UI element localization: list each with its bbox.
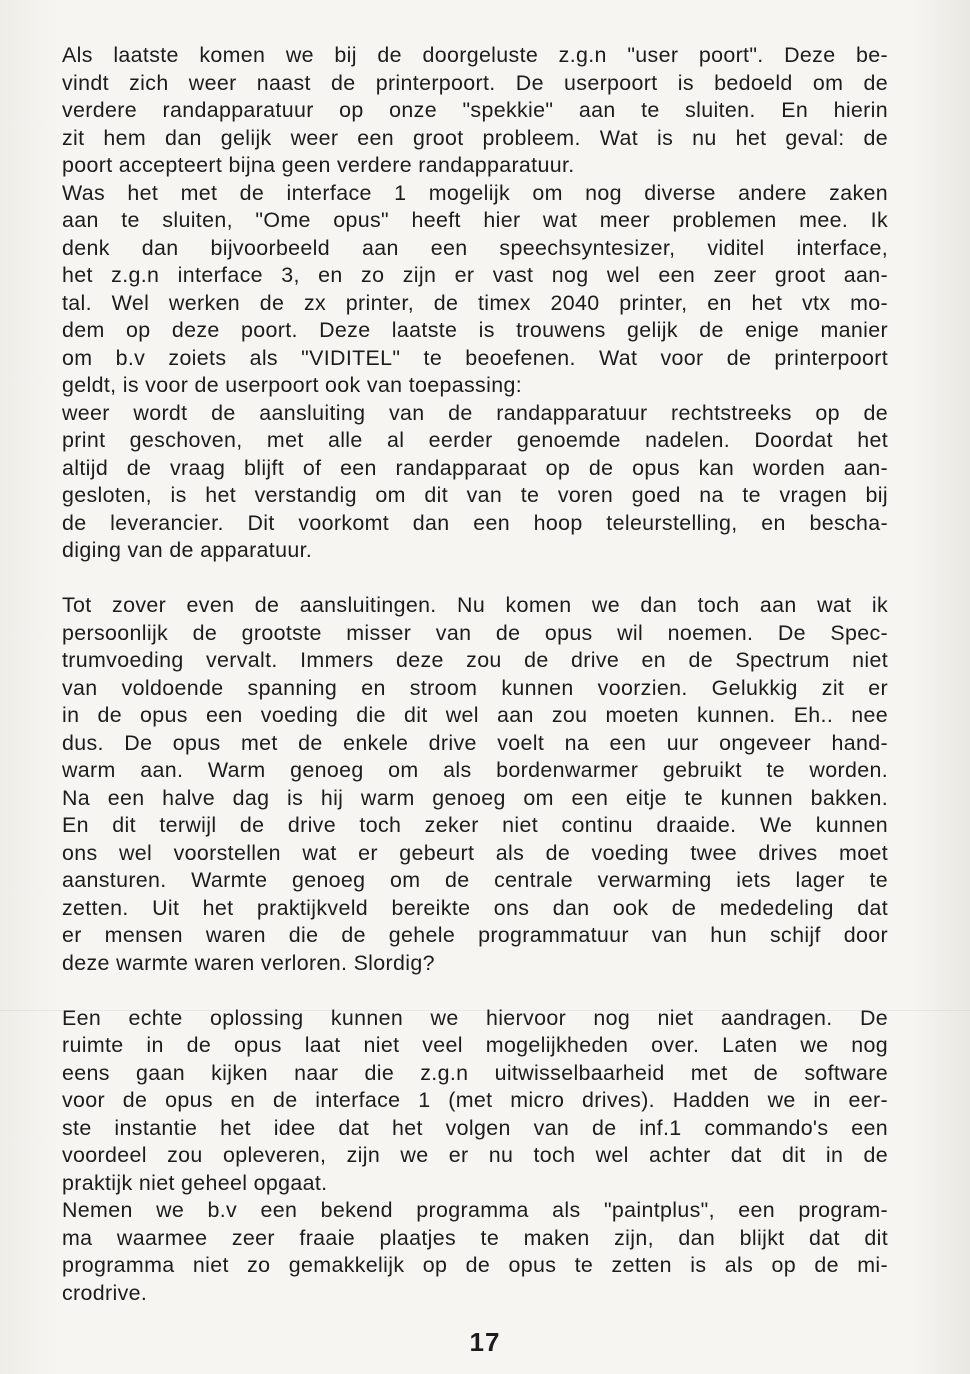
text-line: om b.v zoiets als "VIDITEL" te beoefenen. Wat voor de printerpoort [62, 345, 888, 370]
text-line: zit hem dan gelijk weer een groot probleem. Wat is nu het geval: de [62, 125, 888, 150]
text-line: weer wordt de aansluiting van de randapparatuur rechtstreeks op de [62, 400, 888, 425]
text-line: denk dan bijvoorbeeld aan een speechsyntesizer, viditel interface, [62, 235, 888, 260]
paragraph-gap [62, 565, 888, 593]
body-text [62, 42, 888, 1307]
page-number: 17 [469, 1327, 501, 1357]
text-line: aan te sluiten, "Ome opus" heeft hier wat meer problemen mee. Ik [62, 208, 888, 232]
text-line: warm aan. Warm genoeg om als bordenwarmer gebruikt te worden. [62, 758, 888, 782]
text-line: poort accepteert bijna geen verdere randapparatuur. [62, 153, 575, 177]
text-line: print geschoven, met alle al eerder genoemde nadelen. Doordat het [62, 428, 888, 452]
text-line: zetten. Uit het praktijkveld bereikte ons dan ook de mededeling dat [62, 895, 888, 920]
text-line: eens gaan kijken naar die z.g.n uitwisselbaarheid met de software [62, 1060, 888, 1085]
text-line: er mensen waren die de gehele programmatuur van hun schijf door [62, 923, 888, 947]
text-line: de leverancier. Dit voorkomt dan een hoop teleurstelling, en bescha- [62, 510, 888, 535]
paragraph [62, 42, 888, 565]
text-line: ons wel voorstellen wat er gebeurt als de voeding twee drives moet [62, 840, 888, 865]
text-line: tal. Wel werken de zx printer, de timex 2040 printer, en het vtx mo- [62, 290, 888, 315]
text-line: ruimte in de opus laat niet veel mogelijkheden over. Laten we nog [62, 1033, 888, 1057]
paragraph [62, 1005, 888, 1308]
text-line: het z.g.n interface 3, en zo zijn er vast nog wel een zeer groot aan- [62, 263, 888, 287]
text-line: van voldoende spanning en stroom kunnen voorzien. Gelukkig zit er [62, 675, 888, 700]
text-line: Was het met de interface 1 mogelijk om nog diverse andere zaken [62, 180, 888, 205]
text-line: Een echte oplossing kunnen we hiervoor nog niet aandragen. De [62, 1005, 888, 1030]
text-line: gesloten, is het verstandig om dit van te voren goed na te vragen bij [62, 483, 888, 507]
text-line: ma waarmee zeer fraaie plaatjes te maken zijn, dan blijkt dat dit [62, 1225, 888, 1250]
text-line: Na een halve dag is hij warm genoeg om een eitje te kunnen bakken. [62, 785, 888, 810]
text-line: vindt zich weer naast de printerpoort. De userpoort is bedoeld om de [62, 70, 888, 95]
paragraph [62, 592, 888, 977]
text-line: dus. De opus met de enkele drive voelt na een uur ongeveer hand- [62, 730, 888, 755]
text-line: praktijk niet geheel opgaat. [62, 1170, 328, 1195]
text-line: programma niet zo gemakkelijk op de opus te zetten is als op de mi- [62, 1253, 888, 1277]
text-line: verdere randapparatuur op onze "spekkie" aan te sluiten. En hierin [62, 98, 888, 122]
text-line: aansturen. Warmte genoeg om de centrale verwarming iets lager te [62, 868, 888, 892]
text-line: Nemen we b.v een bekend programma als "paintplus", een program- [62, 1198, 888, 1222]
paragraph-gap [62, 977, 888, 1005]
text-line: voordeel zou opleveren, zijn we er nu toch wel achter dat dit in de [62, 1143, 888, 1167]
text-line: Als laatste komen we bij de doorgeluste z.g.n "user poort". Deze be- [62, 43, 888, 67]
text-line: crodrive. [62, 1280, 148, 1305]
text-line: ste instantie het idee dat het volgen van de inf.1 commando's een [62, 1115, 888, 1140]
text-line: geldt, is voor de userpoort ook van toepassing: [62, 373, 522, 397]
text-line: diging van de apparatuur. [62, 538, 313, 562]
text-line: voor de opus en de interface 1 (met micro drives). Hadden we in eer- [62, 1088, 888, 1112]
text-line: deze warmte waren verloren. Slordig? [62, 950, 435, 975]
text-line: En dit terwijl de drive toch zeker niet continu draaide. We kunnen [62, 813, 888, 837]
text-line: persoonlijk de grootste misser van de opus wil noemen. De Spec- [62, 620, 888, 645]
text-line: Tot zover even de aansluitingen. Nu komen we dan toch aan wat ik [62, 593, 888, 617]
text-line: trumvoeding vervalt. Immers deze zou de drive en de Spectrum niet [62, 648, 888, 672]
text-line: dem op deze poort. Deze laatste is trouwens gelijk de enige manier [62, 318, 888, 342]
text-line: in de opus een voeding die dit wel aan zou moeten kunnen. Eh.. nee [62, 703, 888, 727]
text-line: altijd de vraag blijft of een randapparaat op de opus kan worden aan- [62, 455, 888, 480]
